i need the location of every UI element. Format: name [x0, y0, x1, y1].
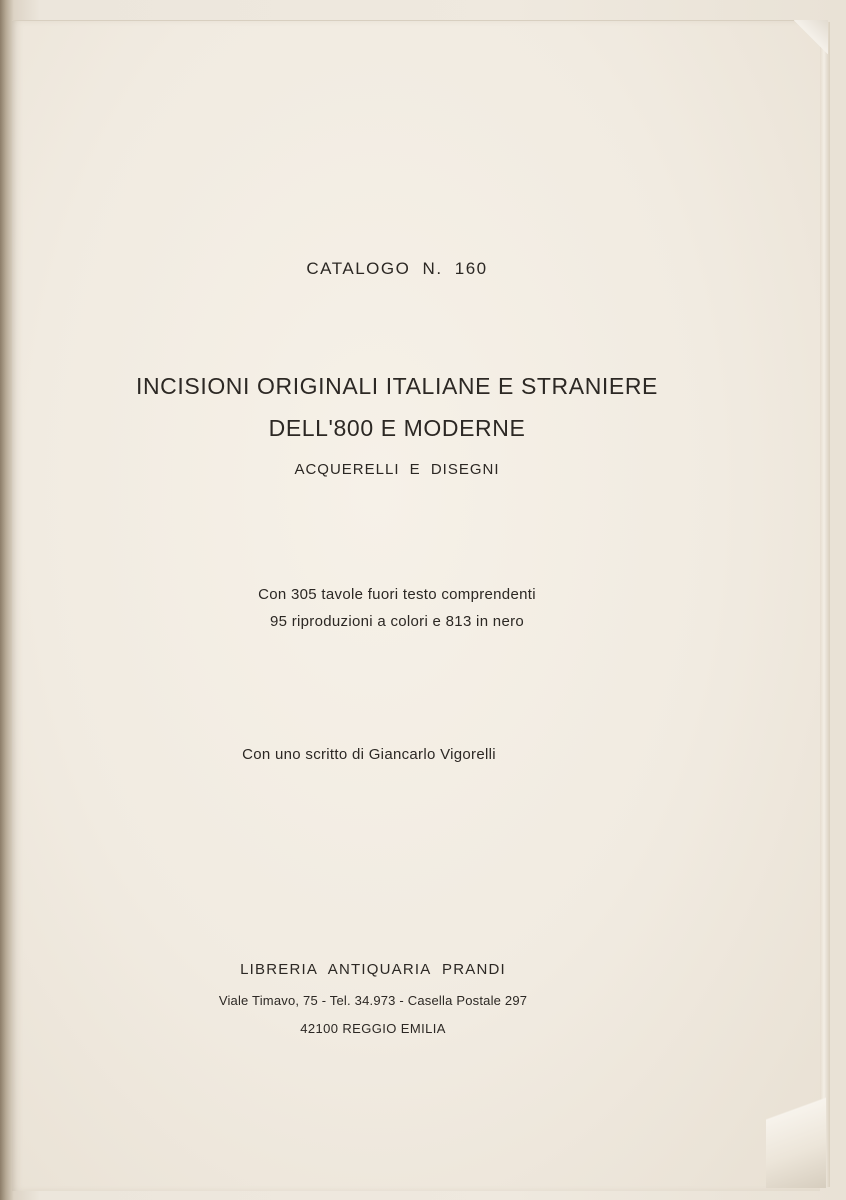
- publisher-name: LIBRERIA ANTIQUARIA PRANDI: [240, 961, 506, 978]
- plates-description-line-2: 95 riproduzioni a colori e 813 in nero: [269, 613, 525, 630]
- subtitle: ACQUERELLI E DISEGNI: [294, 461, 500, 478]
- page-stack-edge: [820, 22, 830, 1187]
- catalog-number: CATALOGO N. 160: [306, 259, 488, 278]
- main-title-line-1: INCISIONI ORIGINALI ITALIANE E STRANIERE: [135, 373, 658, 399]
- essay-credit: Con uno scritto di Giancarlo Vigorelli: [242, 746, 496, 763]
- folded-corner-top: [794, 20, 828, 54]
- publisher-address: Viale Timavo, 75 - Tel. 34.973 - Casella Postale 297: [218, 993, 528, 1008]
- title-page: [12, 20, 820, 1191]
- plates-description-line-1: Con 305 tavole fuori testo comprendenti: [258, 586, 536, 603]
- folded-corner-bottom: [766, 1058, 826, 1188]
- publisher-city: 42100 REGGIO EMILIA: [300, 1021, 446, 1036]
- main-title-line-2: DELL'800 E MODERNE: [268, 415, 526, 441]
